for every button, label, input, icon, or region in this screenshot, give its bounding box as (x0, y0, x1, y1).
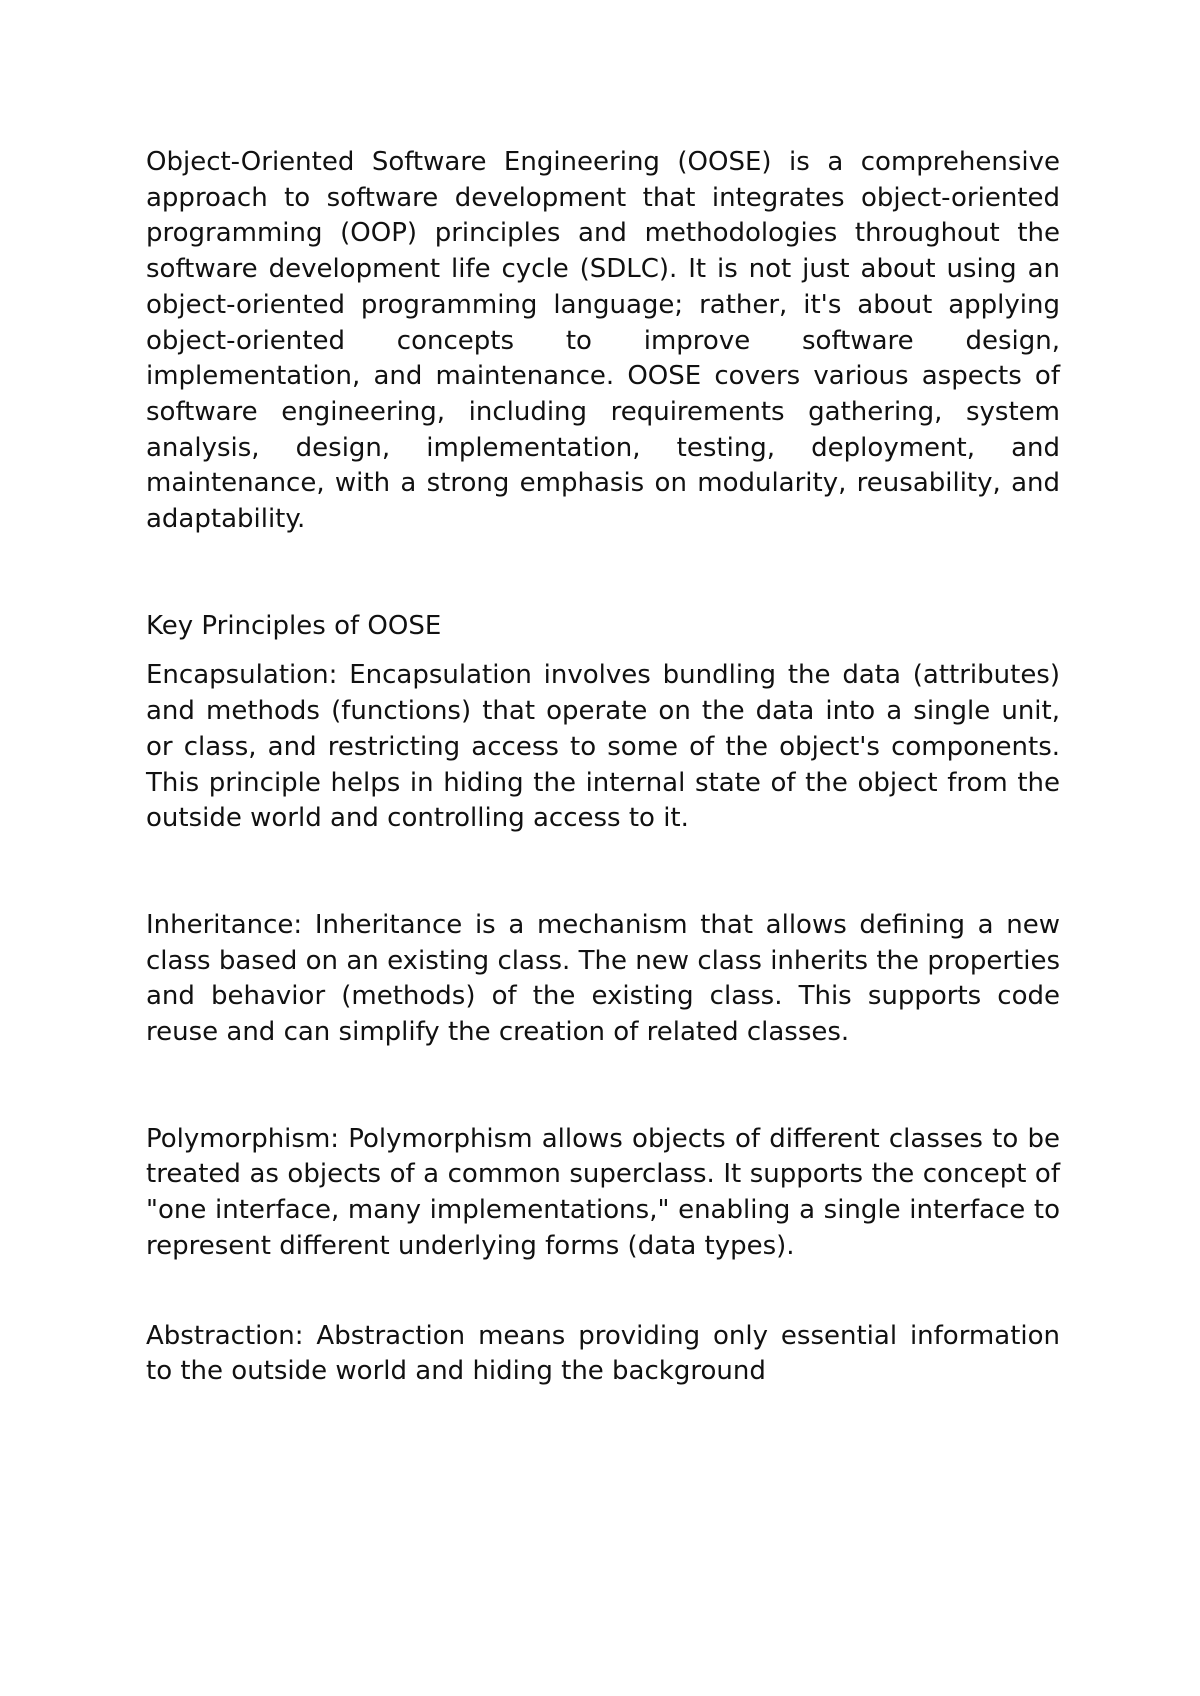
intro-paragraph: Object-Oriented Software Engineering (OOSE) is a comprehensive approach to software development that integrates object-oriented programming (OOP) principles and methodologies throughout the software development life cycle (SDLC). It is not just about using an object-oriented programming language; rather, it's about applying object-oriented concepts to improve software design, implementation, and maintenance. OOSE covers various aspects of software engineering, including requirements gathering, system analysis, design, implementation, testing, deployment, and maintenance, with a strong emphasis on modularity, reusability, and adaptability. (146, 147, 1060, 535)
abstraction-paragraph: Abstraction: Abstraction means providing only essential information to the outside world and hiding the background (146, 1320, 1060, 1387)
polymorphism-paragraph: Polymorphism: Polymorphism allows objects of different classes to be treated as objects of a common superclass. It supports the concept of "one interface, many implementations," enabling a single interface to represent different underlying forms (data types). (146, 1123, 1060, 1261)
inheritance-paragraph: Inheritance: Inheritance is a mechanism that allows defining a new class based on an existing class. The new class inherits the properties and behavior (methods) of the existing class. This supports code reuse and can simplify the creation of related classes. (146, 909, 1060, 1048)
section-heading: Key Principles of OOSE (146, 610, 442, 641)
encapsulation-paragraph: Encapsulation: Encapsulation involves bundling the data (attributes) and methods (functions) that operate on the data into a single unit, or class, and restricting access to some of the object's components. This principle helps in hiding the internal state of the object from the outside world and controlling access to it. (146, 660, 1060, 834)
document-body (146, 145, 1060, 1390)
